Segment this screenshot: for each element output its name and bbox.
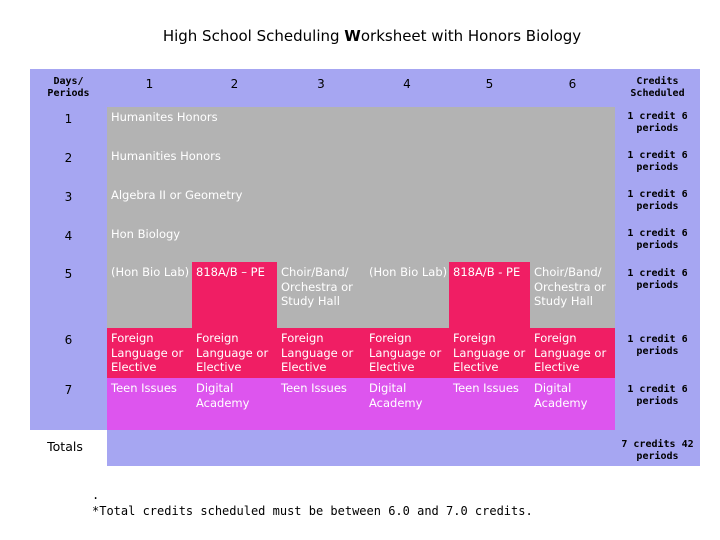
period-label: 1 [30,107,107,146]
period-label: 4 [30,224,107,262]
course-bar: Humanites Honors [107,107,615,146]
schedule-cell: Choir/Band/ Orchestra or Study Hall [277,262,365,328]
schedule-cell: (Hon Bio Lab) [365,262,449,328]
schedule-cell: Digital Academy [365,378,449,430]
schedule-cell: Foreign Language or Elective [530,328,615,378]
period-label: 3 [30,185,107,224]
course-bar: Algebra II or Geometry [107,185,615,224]
totals-label: Totals [47,439,83,454]
header-day-1: 1 [107,69,192,107]
title-bold: W [344,27,361,45]
credit-cell: 1 credit 6 periods [615,378,700,430]
period-label: 7 [30,378,107,430]
schedule-cell: (Hon Bio Lab) [107,262,192,328]
totals-credit: 7 credits 42 periods [615,430,700,466]
page-title [0,27,720,45]
course-bar: Hon Biology [107,224,615,262]
title-part-2: orksheet with Honors Biology [360,27,582,45]
header-day-2: 2 [192,69,277,107]
header-day-6: 6 [530,69,615,107]
schedule-cell: Teen Issues [107,378,192,430]
credit-cell: 1 credit 6 periods [615,185,700,224]
schedule-cell: Foreign Language or Elective [107,328,192,378]
header-day-4: 4 [365,69,449,107]
schedule-cell: Choir/Band/ Orchestra or Study Hall [530,262,615,328]
schedule-cell: 818A/B - PE [449,262,530,328]
totals-bar [107,430,615,466]
credit-cell: 1 credit 6 periods [615,107,700,146]
credit-cell: 1 credit 6 periods [615,262,700,328]
credit-cell: 1 credit 6 periods [615,224,700,262]
header-credits-scheduled: Credits Scheduled [615,69,700,107]
schedule-cell: Digital Academy [530,378,615,430]
period-label: 2 [30,146,107,185]
schedule-cell: Foreign Language or Elective [449,328,530,378]
schedule-cell: Foreign Language or Elective [365,328,449,378]
period-label: 6 [30,328,107,378]
header-days-periods: Days/ Periods [30,69,107,107]
schedule-cell: Teen Issues [449,378,530,430]
course-bar: Humanities Honors [107,146,615,185]
schedule-cell: Teen Issues [277,378,365,430]
credit-cell: 1 credit 6 periods [615,146,700,185]
credit-cell: 1 credit 6 periods [615,328,700,378]
schedule-cell: Foreign Language or Elective [192,328,277,378]
footnote: *Total credits scheduled must be between 6.0 and 7.0 credits. [92,504,533,518]
period-label: 5 [30,262,107,328]
title-part-1: High School Scheduling [162,27,345,45]
header-day-3: 3 [277,69,365,107]
footnote: . [92,488,100,502]
schedule-cell: 818A/B – PE [192,262,277,328]
schedule-cell: Foreign Language or Elective [277,328,365,378]
schedule-cell: Digital Academy [192,378,277,430]
header-day-5: 5 [449,69,530,107]
